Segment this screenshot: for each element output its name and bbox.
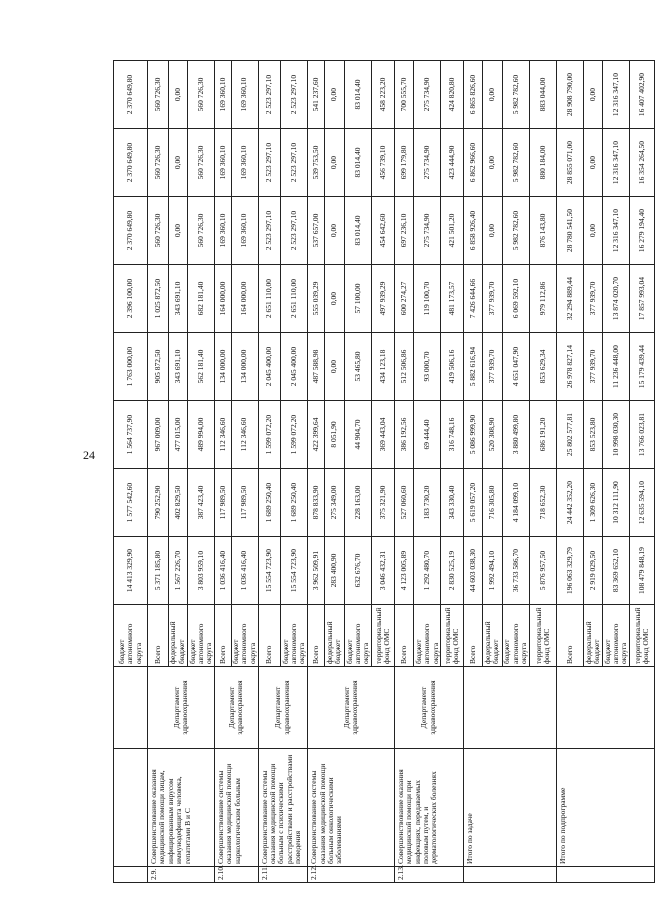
value-cell: 57 100,00 — [345, 265, 372, 333]
value-cell: 343 691,10 — [168, 265, 188, 333]
value-cell: 2 523 297,10 — [281, 197, 308, 265]
value-cell: 7 426 644,66 — [463, 265, 482, 333]
funding-source-cell: бюджет автономного округа — [231, 605, 258, 667]
value-cell: 12 316 347,10 — [603, 197, 630, 265]
funding-source-cell: федеральный бюджет — [482, 605, 503, 667]
value-cell: 2 523 297,10 — [258, 129, 281, 197]
value-cell: 699 179,80 — [394, 129, 414, 197]
value-cell: 15 554 723,90 — [258, 537, 281, 605]
value-cell: 2 045 400,00 — [281, 333, 308, 401]
value-cell: 8 051,90 — [324, 401, 345, 469]
executor-cell — [463, 667, 556, 749]
table-row — [147, 61, 168, 883]
value-cell: 369 443,04 — [372, 401, 395, 469]
value-cell: 853 523,80 — [583, 401, 603, 469]
value-cell: 377 939,70 — [583, 265, 603, 333]
value-cell: 11 236 448,00 — [603, 333, 630, 401]
budget-table — [113, 60, 655, 883]
value-cell: 560 726,30 — [147, 197, 168, 265]
funding-source-cell: бюджет автономного округа — [188, 605, 215, 667]
value-cell: 32 294 889,44 — [556, 265, 583, 333]
value-cell: 6 858 926,40 — [463, 197, 482, 265]
value-cell: 13 874 020,70 — [603, 265, 630, 333]
value-cell: 0,00 — [583, 61, 603, 129]
value-cell: 28 908 790,00 — [556, 61, 583, 129]
value-cell: 700 555,70 — [394, 61, 414, 129]
value-cell: 275 734,90 — [414, 129, 441, 197]
value-cell: 24 442 352,20 — [556, 469, 583, 537]
measure-name-cell: Совершенствование системы оказания медицинской помощи больным с психическими расстройствами и расстройствами поведения — [258, 749, 308, 867]
value-cell: 53 465,80 — [345, 333, 372, 401]
value-cell: 5 982 782,60 — [503, 197, 530, 265]
value-cell: 600 274,27 — [394, 265, 414, 333]
funding-source-cell: территориальный фонд ОМС — [441, 605, 464, 667]
page-number: 24 — [83, 448, 95, 462]
table-row — [463, 61, 482, 883]
value-cell: 12 316 347,10 — [603, 129, 630, 197]
row-number-cell — [556, 867, 654, 883]
value-cell: 3 880 499,80 — [503, 401, 530, 469]
value-cell: 386 192,56 — [394, 401, 414, 469]
value-cell: 2 523 297,10 — [258, 61, 281, 129]
value-cell: 44 603 038,30 — [463, 537, 482, 605]
value-cell: 343 691,10 — [168, 333, 188, 401]
value-cell: 2 370 649,80 — [114, 197, 148, 265]
value-cell: 2 370 649,80 — [114, 61, 148, 129]
table-row — [258, 61, 281, 883]
value-cell: 1 292 480,70 — [414, 537, 441, 605]
value-cell: 2 045 400,00 — [258, 333, 281, 401]
value-cell: 4 651 047,90 — [503, 333, 530, 401]
value-cell: 716 305,80 — [482, 469, 503, 537]
value-cell: 434 123,18 — [372, 333, 395, 401]
value-cell: 853 629,34 — [530, 333, 557, 401]
value-cell: 454 642,60 — [372, 197, 395, 265]
executor-cell: Департамент здравоохранения — [258, 667, 308, 749]
value-cell: 4 184 099,10 — [503, 469, 530, 537]
value-cell: 275 734,90 — [414, 61, 441, 129]
row-number-cell: 2.13. — [394, 867, 463, 883]
value-cell: 1 577 542,60 — [114, 469, 148, 537]
value-cell: 134 000,00 — [231, 333, 258, 401]
value-cell: 527 060,60 — [394, 469, 414, 537]
value-cell: 2 523 297,10 — [281, 61, 308, 129]
measure-name-cell: Итого по задаче — [463, 749, 556, 867]
value-cell: 275 734,90 — [414, 197, 441, 265]
table-row — [394, 61, 414, 883]
table-row — [308, 61, 324, 883]
value-cell: 283 400,90 — [324, 537, 345, 605]
funding-source-cell: территориальный фонд ОМС — [530, 605, 557, 667]
value-cell: 520 308,90 — [482, 401, 503, 469]
executor-cell — [114, 667, 148, 749]
value-cell: 458 223,20 — [372, 61, 395, 129]
value-cell: 169 360,10 — [215, 197, 231, 265]
row-number-cell — [114, 867, 148, 883]
value-cell: 6 069 592,10 — [503, 265, 530, 333]
value-cell: 0,00 — [168, 197, 188, 265]
value-cell: 375 321,90 — [372, 469, 395, 537]
value-cell: 1 689 250,40 — [258, 469, 281, 537]
value-cell: 112 346,60 — [231, 401, 258, 469]
value-cell: 169 360,10 — [231, 129, 258, 197]
value-cell: 10 998 030,30 — [603, 401, 630, 469]
value-cell: 560 726,30 — [188, 197, 215, 265]
value-cell: 377 939,70 — [482, 265, 503, 333]
value-cell: 17 857 993,04 — [630, 265, 655, 333]
funding-source-cell: территориальный фонд ОМС — [372, 605, 395, 667]
value-cell: 26 978 827,14 — [556, 333, 583, 401]
funding-source-cell: бюджет автономного округа — [414, 605, 441, 667]
value-cell: 489 994,00 — [188, 401, 215, 469]
executor-cell: Департамент здравоохранения — [215, 667, 258, 749]
value-cell: 0,00 — [324, 265, 345, 333]
funding-source-cell: Всего — [215, 605, 231, 667]
value-cell: 387 423,40 — [188, 469, 215, 537]
value-cell: 1 567 226,70 — [168, 537, 188, 605]
value-cell: 686 191,20 — [530, 401, 557, 469]
value-cell: 1 599 072,20 — [281, 401, 308, 469]
value-cell: 108 479 848,19 — [630, 537, 655, 605]
measure-name-cell: Совершенствование оказания медицинской помощи лицам, инфицированным вирусом иммунодефицита человека, гепатитами B и C — [147, 749, 214, 867]
funding-source-cell: Всего — [147, 605, 168, 667]
executor-cell — [556, 667, 654, 749]
value-cell: 93 000,70 — [414, 333, 441, 401]
funding-source-cell: бюджет автономного округа — [503, 605, 530, 667]
value-cell: 497 939,29 — [372, 265, 395, 333]
value-cell: 2 370 649,80 — [114, 129, 148, 197]
value-cell: 682 181,40 — [188, 265, 215, 333]
value-cell: 697 236,10 — [394, 197, 414, 265]
funding-source-cell: территориальный фонд ОМС — [630, 605, 655, 667]
measure-name-cell: Совершенствование системы оказания медицинской помощи наркологическим больным — [215, 749, 258, 867]
value-cell: 2 830 525,19 — [441, 537, 464, 605]
value-cell: 169 360,10 — [215, 129, 231, 197]
value-cell: 0,00 — [168, 61, 188, 129]
measure-name-cell: Совершенствование оказания медицинской помощи при инфекциях, передаваемых половым путем, и дерматологических болезнях — [394, 749, 463, 867]
value-cell: 36 733 586,70 — [503, 537, 530, 605]
value-cell: 5 371 185,80 — [147, 537, 168, 605]
value-cell: 28 855 071,00 — [556, 129, 583, 197]
value-cell: 12 316 347,10 — [603, 61, 630, 129]
value-cell: 1 992 494,10 — [482, 537, 503, 605]
value-cell: 0,00 — [583, 129, 603, 197]
value-cell: 2 523 297,10 — [258, 197, 281, 265]
value-cell: 164 000,00 — [215, 265, 231, 333]
value-cell: 3 046 432,31 — [372, 537, 395, 605]
value-cell: 169 360,10 — [231, 197, 258, 265]
value-cell: 377 939,70 — [583, 333, 603, 401]
measure-name-cell — [114, 749, 148, 867]
value-cell: 28 780 541,50 — [556, 197, 583, 265]
value-cell: 169 360,10 — [231, 61, 258, 129]
funding-source-cell: Всего — [258, 605, 281, 667]
value-cell: 560 726,30 — [147, 61, 168, 129]
value-cell: 83 014,40 — [345, 197, 372, 265]
value-cell: 25 802 577,81 — [556, 401, 583, 469]
value-cell: 119 100,70 — [414, 265, 441, 333]
value-cell: 15 179 439,44 — [630, 333, 655, 401]
value-cell: 5 086 999,90 — [463, 401, 482, 469]
value-cell: 4 123 005,89 — [394, 537, 414, 605]
executor-cell: Департамент здравоохранения — [394, 667, 463, 749]
rotated-table-container — [113, 61, 655, 883]
value-cell: 6 865 826,60 — [463, 61, 482, 129]
measure-name-cell: Совершенствование системы оказания медицинской помощи больным онкологическими заболеваниями — [308, 749, 395, 867]
value-cell: 12 635 594,10 — [630, 469, 655, 537]
value-cell: 343 330,40 — [441, 469, 464, 537]
value-cell: 2 396 100,00 — [114, 265, 148, 333]
value-cell: 632 676,70 — [345, 537, 372, 605]
executor-cell: Департамент здравоохранения — [147, 667, 214, 749]
value-cell: 3 803 959,10 — [188, 537, 215, 605]
value-cell: 117 989,50 — [231, 469, 258, 537]
value-cell: 419 506,16 — [441, 333, 464, 401]
value-cell: 134 000,00 — [215, 333, 231, 401]
value-cell: 1 763 000,00 — [114, 333, 148, 401]
value-cell: 2 651 110,00 — [281, 265, 308, 333]
value-cell: 0,00 — [168, 129, 188, 197]
value-cell: 1 036 416,40 — [215, 537, 231, 605]
value-cell: 477 015,00 — [168, 401, 188, 469]
value-cell: 1 564 737,90 — [114, 401, 148, 469]
value-cell: 537 657,00 — [308, 197, 324, 265]
table-row — [556, 61, 583, 883]
value-cell: 1 036 416,40 — [231, 537, 258, 605]
value-cell: 275 349,00 — [324, 469, 345, 537]
value-cell: 69 444,40 — [414, 401, 441, 469]
value-cell: 1 309 626,30 — [583, 469, 603, 537]
value-cell: 377 939,70 — [482, 333, 503, 401]
value-cell: 979 112,86 — [530, 265, 557, 333]
value-cell: 0,00 — [324, 61, 345, 129]
value-cell: 13 766 023,81 — [630, 401, 655, 469]
value-cell: 183 730,20 — [414, 469, 441, 537]
value-cell: 905 872,50 — [147, 333, 168, 401]
value-cell: 117 989,50 — [215, 469, 231, 537]
value-cell: 14 413 329,90 — [114, 537, 148, 605]
value-cell: 883 044,00 — [530, 61, 557, 129]
value-cell: 228 163,00 — [345, 469, 372, 537]
value-cell: 423 444,90 — [441, 129, 464, 197]
value-cell: 5 982 782,60 — [503, 61, 530, 129]
value-cell: 481 173,57 — [441, 265, 464, 333]
value-cell: 876 143,80 — [530, 197, 557, 265]
value-cell: 555 039,29 — [308, 265, 324, 333]
value-cell: 1 689 250,40 — [281, 469, 308, 537]
value-cell: 456 739,10 — [372, 129, 395, 197]
value-cell: 16 407 402,90 — [630, 61, 655, 129]
value-cell: 560 726,30 — [147, 129, 168, 197]
value-cell: 1 599 072,20 — [258, 401, 281, 469]
funding-source-cell: бюджет автономного округа — [603, 605, 630, 667]
value-cell: 424 820,80 — [441, 61, 464, 129]
row-number-cell: 2.9. — [147, 867, 214, 883]
executor-cell: Департамент здравоохранения — [308, 667, 395, 749]
value-cell: 539 753,50 — [308, 129, 324, 197]
value-cell: 2 523 297,10 — [281, 129, 308, 197]
funding-source-cell: Всего — [556, 605, 583, 667]
value-cell: 16 354 264,50 — [630, 129, 655, 197]
value-cell: 718 652,30 — [530, 469, 557, 537]
value-cell: 6 862 966,60 — [463, 129, 482, 197]
value-cell: 422 399,64 — [308, 401, 324, 469]
value-cell: 0,00 — [324, 333, 345, 401]
value-cell: 83 014,40 — [345, 129, 372, 197]
value-cell: 402 829,50 — [168, 469, 188, 537]
value-cell: 512 506,86 — [394, 333, 414, 401]
funding-source-cell: бюджет автономного округа — [345, 605, 372, 667]
value-cell: 541 237,60 — [308, 61, 324, 129]
value-cell: 1 025 872,50 — [147, 265, 168, 333]
value-cell: 0,00 — [324, 129, 345, 197]
value-cell: 880 184,00 — [530, 129, 557, 197]
value-cell: 44 904,70 — [345, 401, 372, 469]
value-cell: 0,00 — [482, 129, 503, 197]
funding-source-cell: бюджет автономного округа — [114, 605, 148, 667]
row-number-cell: 2.10. — [215, 867, 258, 883]
value-cell: 164 000,00 — [231, 265, 258, 333]
value-cell: 560 726,30 — [188, 129, 215, 197]
value-cell: 5 982 782,60 — [503, 129, 530, 197]
value-cell: 169 360,10 — [215, 61, 231, 129]
measure-name-cell: Итого по подпрограмме — [556, 749, 654, 867]
value-cell: 0,00 — [583, 197, 603, 265]
value-cell: 0,00 — [482, 197, 503, 265]
row-number-cell: 2.11. — [258, 867, 308, 883]
value-cell: 878 833,90 — [308, 469, 324, 537]
value-cell: 15 554 723,90 — [281, 537, 308, 605]
value-cell: 316 748,16 — [441, 401, 464, 469]
value-cell: 196 063 329,79 — [556, 537, 583, 605]
funding-source-cell: Всего — [394, 605, 414, 667]
funding-source-cell: федеральный бюджет — [324, 605, 345, 667]
value-cell: 5 876 957,50 — [530, 537, 557, 605]
value-cell: 790 252,90 — [147, 469, 168, 537]
row-number-cell — [463, 867, 556, 883]
value-cell: 2 919 029,50 — [583, 537, 603, 605]
funding-source-cell: федеральный бюджет — [168, 605, 188, 667]
value-cell: 5 882 616,94 — [463, 333, 482, 401]
funding-source-cell: бюджет автономного округа — [281, 605, 308, 667]
value-cell: 0,00 — [324, 197, 345, 265]
funding-source-cell: федеральный бюджет — [583, 605, 603, 667]
value-cell: 421 501,20 — [441, 197, 464, 265]
value-cell: 560 726,30 — [188, 61, 215, 129]
value-cell: 0,00 — [482, 61, 503, 129]
value-cell: 3 962 509,91 — [308, 537, 324, 605]
value-cell: 83 014,40 — [345, 61, 372, 129]
value-cell: 562 181,40 — [188, 333, 215, 401]
value-cell: 487 588,98 — [308, 333, 324, 401]
value-cell: 5 619 057,20 — [463, 469, 482, 537]
row-number-cell: 2.12. — [308, 867, 395, 883]
value-cell: 16 279 194,40 — [630, 197, 655, 265]
value-cell: 83 369 652,10 — [603, 537, 630, 605]
funding-source-cell: Всего — [463, 605, 482, 667]
value-cell: 2 651 110,00 — [258, 265, 281, 333]
funding-source-cell: Всего — [308, 605, 324, 667]
value-cell: 967 009,00 — [147, 401, 168, 469]
value-cell: 10 312 111,90 — [603, 469, 630, 537]
table-row — [114, 61, 148, 883]
value-cell: 112 346,60 — [215, 401, 231, 469]
table-row — [215, 61, 231, 883]
